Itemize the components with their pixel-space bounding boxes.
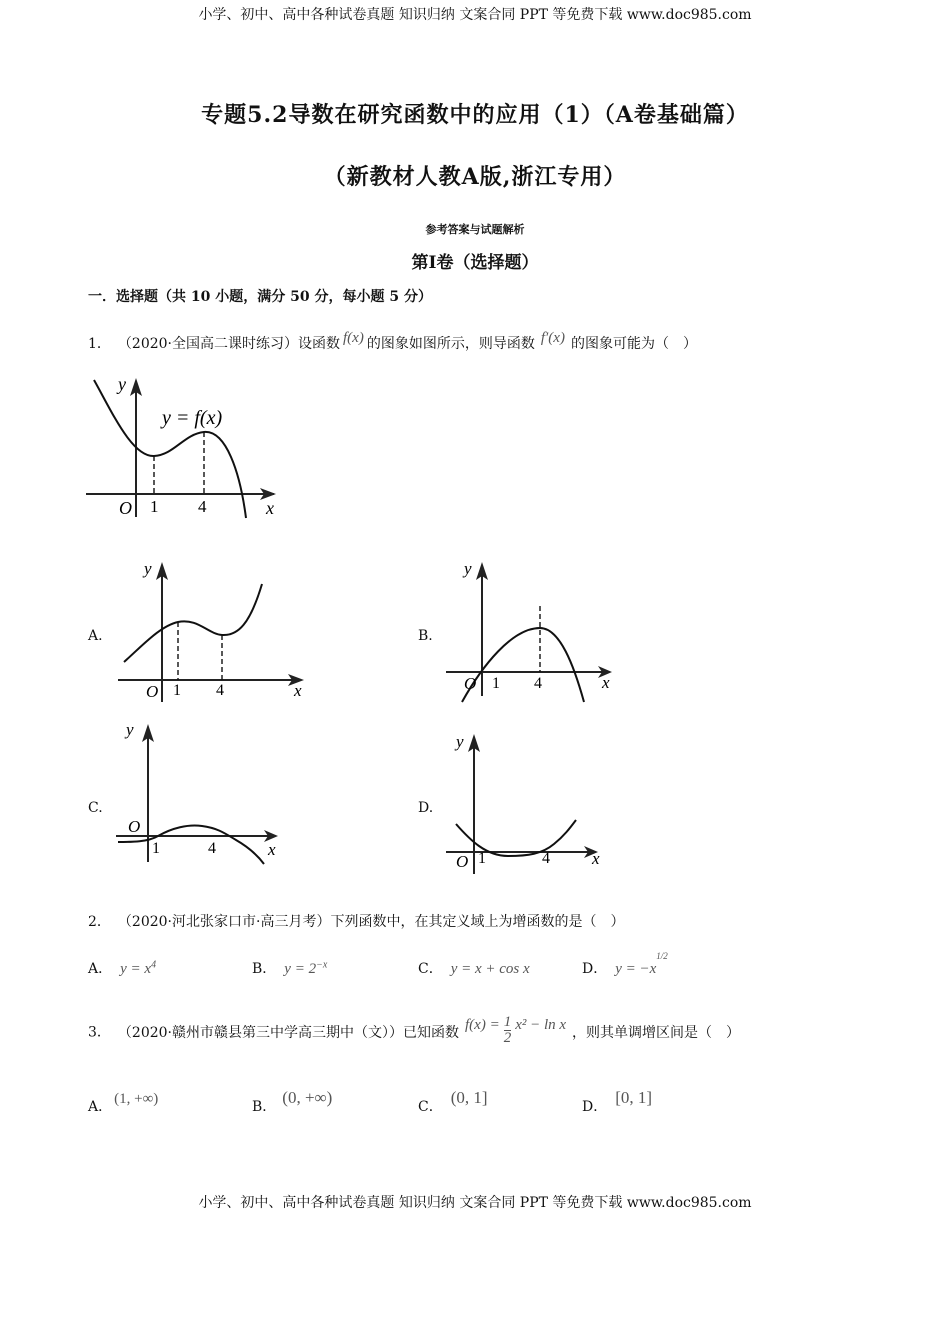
math-fpx: f′(x) [540,330,565,346]
y-label: y [464,559,472,578]
fraction [504,1015,512,1046]
option-expr: y = x + cos x [450,961,530,977]
curve-f [94,380,246,518]
tick-4: 4 [198,497,207,516]
tick-4: 4 [216,682,224,699]
option-expr: y = −x [615,961,657,977]
answer-key-caption: 参考答案与试题解析 [425,223,525,236]
option-sup: −x [316,959,328,971]
tick-1: 1 [150,497,159,516]
page-header: 小学、初中、高中各种试卷真题 知识归纳 文案合同 PPT 等免费下载 www.doc985.com [198,7,752,23]
option-d-label[interactable]: D. [418,800,434,816]
tick-4: 4 [534,675,542,692]
tick-1: 1 [478,850,486,867]
curve-a [124,584,262,662]
graph-f [84,372,294,522]
tick-4: 4 [208,840,216,857]
option-sup: 4 [151,959,157,971]
curve-b [462,628,584,702]
option-label: D． [582,1099,608,1115]
func-rhs: x² − ln x [515,1016,567,1033]
x-label: x [592,849,600,868]
option-expr: [0, 1] [615,1088,653,1107]
question-3 [88,1014,741,1048]
y-label: y [144,559,152,578]
page-subtitle: （新教材人教A版,浙江专用） [323,164,627,190]
section-heading: 一．选择题（共 10 小题，满分 50 分，每小题 5 分） [88,289,432,305]
option-expr: y = x [120,961,152,977]
question-source: （2020·全国高二课时练习）设函数 [124,336,341,352]
question-number: 2． [88,914,111,930]
page-footer: 小学、初中、高中各种试卷真题 知识归纳 文案合同 PPT 等免费下载 www.doc985.com [198,1195,752,1211]
x-label: x [266,498,274,518]
x-label: x [294,681,302,700]
tick-1: 1 [492,675,500,692]
q2-option-c[interactable] [418,958,530,978]
frac-den: 2 [503,1030,512,1046]
origin-label: O [456,852,469,871]
option-d-graph[interactable] [442,728,622,878]
origin-label: O [464,674,477,693]
origin-label: O [119,498,132,518]
question-2 [88,911,624,931]
tick-4: 4 [542,850,550,867]
q3-option-c[interactable] [418,1088,488,1116]
question-text: （2020·赣州市赣县第三中学高三期中（文））已知函数 [124,1024,459,1041]
question-number: 3． [88,1024,111,1041]
option-expr: (1, +∞) [114,1091,159,1107]
tick-1: 1 [173,682,181,699]
option-label: D． [582,961,608,977]
question-number: 1． [88,336,111,352]
option-label: C． [418,1099,443,1115]
question-text: 的图象如图所示，则导函数 [366,336,535,352]
y-label: y [456,732,464,751]
option-b-graph[interactable] [442,556,622,706]
q3-option-a[interactable] [88,1091,159,1116]
option-b-label[interactable]: B. [418,628,433,644]
q2-option-b[interactable] [252,958,327,978]
option-expr: (0, +∞) [282,1088,333,1107]
q3-option-b[interactable] [252,1088,333,1116]
volume-heading: 第Ⅰ卷（选择题） [411,253,539,273]
func-lhs: f(x) = [465,1016,500,1033]
math-fx: f(x) [343,330,364,346]
x-label: x [268,840,276,859]
q2-option-d[interactable] [582,951,668,978]
frac-num: 1 [503,1014,512,1030]
tick-1: 1 [152,840,160,857]
option-a-graph[interactable] [112,556,312,706]
option-a-label[interactable]: A. [88,628,103,644]
question-1 [88,330,697,353]
y-label: y [126,720,134,739]
x-label: x [602,673,610,692]
option-expr: (0, 1] [450,1088,488,1107]
option-label: C． [418,961,443,977]
question-text: （2020·河北张家口市·高三月考）下列函数中，在其定义域上为增函数的是（ ） [124,914,625,930]
option-c-graph[interactable] [112,718,292,868]
option-label: B． [252,961,277,977]
function-label: y = f(x) [162,407,223,429]
origin-label: O [128,817,141,836]
option-c-label[interactable]: C. [88,800,103,816]
option-label: A． [88,1099,113,1115]
option-label: B． [252,1099,277,1115]
page-title: 专题5.2导数在研究函数中的应用（1）（A卷基础篇） [201,102,749,128]
question-text-end: ，则其单调增区间是（ ） [572,1024,741,1041]
q2-option-a[interactable] [88,958,156,978]
option-expr: y = 2 [284,961,317,977]
origin-label: O [146,682,159,701]
question-text-end: 的图象可能为（ ） [570,336,697,352]
q3-option-d[interactable] [582,1088,653,1116]
y-label: y [118,374,126,394]
option-label: A． [88,961,113,977]
option-sup: 1/2 [656,951,668,962]
